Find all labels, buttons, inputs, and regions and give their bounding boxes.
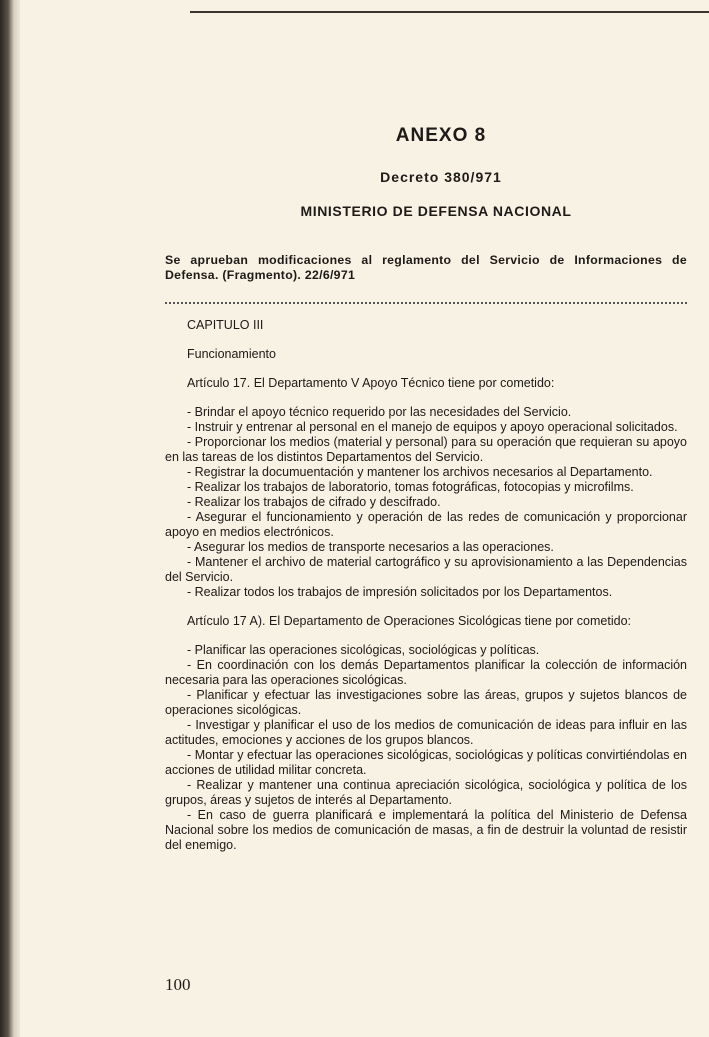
list-item: - Planificar y efectuar las investigaciones sobre las áreas, grupos y sujetos blancos de operaciones sicológicas. (165, 688, 687, 717)
list-item: - Asegurar el funcionamiento y operación de las redes de comunicación y proporcionar apoyo en medios electrónicos. (165, 510, 687, 539)
list-item: - Realizar todos los trabajos de impresión solicitados por los Departamentos. (187, 585, 613, 599)
book-binding-shadow (0, 0, 20, 1037)
article-17a-list (165, 643, 687, 853)
list-item: - Montar y efectuar las operaciones sicológicas, sociológicas y políticas convirtiéndolas en acciones de utilidad militar concreta. (165, 748, 687, 777)
section-heading: Funcionamiento (187, 347, 276, 361)
annex-title: ANEXO 8 (395, 125, 487, 146)
list-item: - Mantener el archivo de material cartográfico y su aprovisionamiento a las Dependencias del Servicio. (165, 555, 687, 584)
ministry-heading: MINISTERIO DE DEFENSA NACIONAL (300, 203, 572, 219)
page-number: 100 (165, 975, 191, 994)
list-item: - Realizar los trabajos de cifrado y descifrado. (187, 495, 441, 509)
article-17-list (165, 405, 687, 600)
list-item: - Registrar la documuentación y mantener los archivos necesarios al Departamento. (187, 465, 653, 479)
list-item: - Brindar el apoyo técnico requerido por las necesidades del Servicio. (187, 405, 572, 419)
top-edge-line (190, 11, 709, 13)
decree-number: Decreto 380/971 (380, 169, 502, 185)
page-content (165, 120, 687, 853)
list-item: - Realizar y mantener una continua apreciación sicológica, sociológica y política de los grupos, áreas y sujetos de interés al Departamento. (165, 778, 687, 807)
list-item: - En caso de guerra planificará e implementará la política del Ministerio de Defensa Nacional sobre los medios de comunicación de masas, a fin de destruir la voluntad de resistir del enemigo. (165, 808, 687, 852)
list-item: - Instruir y entrenar al personal en el manejo de equipos y apoyo operacional solicitados. (187, 420, 678, 434)
decree-summary: Se aprueban modificaciones al reglamento del Servicio de Informaciones de Defensa. (Fragmento). 22/6/971 (165, 253, 687, 282)
list-item: - Asegurar los medios de transporte necesarios a las operaciones. (187, 540, 554, 554)
list-item: - Planificar las operaciones sicológicas, sociológicas y políticas. (187, 643, 540, 657)
list-item: - Realizar los trabajos de laboratorio, tomas fotográficas, fotocopias y microfilms. (187, 480, 634, 494)
list-item: - Investigar y planificar el uso de los medios de comunicación de ideas para influir en las actitudes, emociones y acciones de los grupos blancos. (165, 718, 687, 747)
chapter-heading: CAPITULO III (187, 318, 264, 332)
article-17a-heading: Artículo 17 A). El Departamento de Operaciones Sicológicas tiene por cometido: (187, 614, 631, 628)
list-item: - En coordinación con los demás Departamentos planificar la colección de información necesaria para las operaciones sicológicas. (165, 658, 687, 687)
list-item: - Proporcionar los medios (material y personal) para su operación que requieran su apoyo en las tareas de los distintos Departamentos del Servicio. (165, 435, 687, 464)
article-17-heading: Artículo 17. El Departamento V Apoyo Técnico tiene por cometido: (187, 376, 555, 390)
dotted-separator (165, 302, 687, 304)
